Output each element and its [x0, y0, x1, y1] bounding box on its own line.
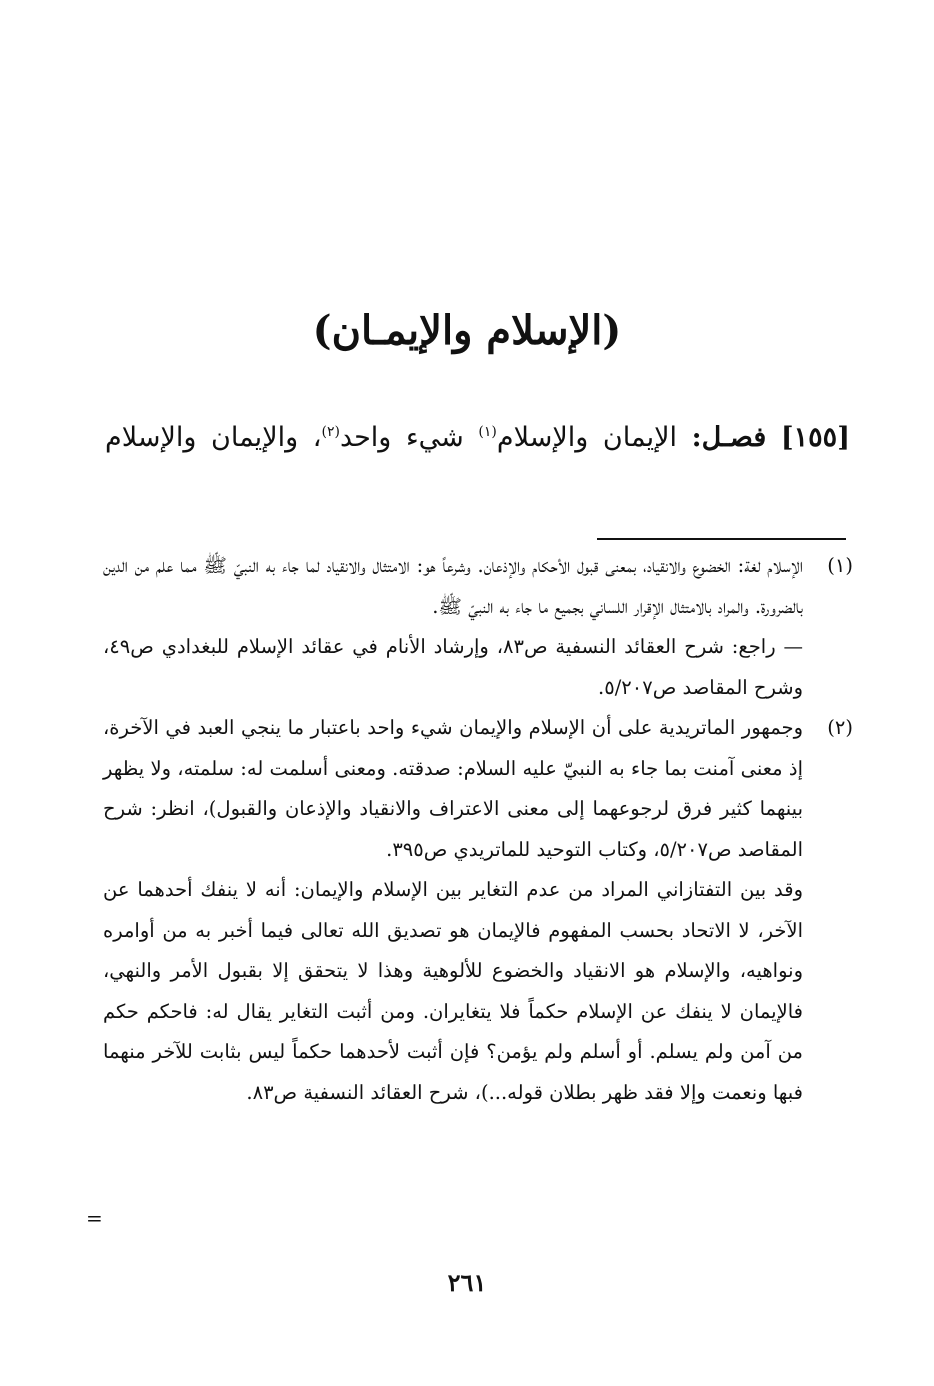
footnote-ref-2[interactable]: (٢): [321, 424, 340, 440]
chapter-title: (الإسلام والإيمـان): [312, 307, 622, 354]
footnote-paragraph: الإسلام لغة: الخضوع والانقياد، بمعنى قبول الأحكام والإذعان. وشرعاً هو: الامتثال والانقياد لما جاء به النبيّ ﷺ مما علم من الدين بالضرورة. والمراد بالامتثال الإقرار اللساني بجميع ما جاء به النبيّ ﷺ.: [103, 554, 803, 618]
section-text-part2: شيء واحد: [339, 422, 464, 453]
section-text-part1: الإيمان والإسلام: [496, 422, 677, 453]
footnote-ref-1[interactable]: (١): [478, 424, 497, 440]
section-number: [١٥٥]: [780, 422, 850, 453]
footnote-separator-rule: [597, 538, 846, 540]
footnote-marker: (٢): [827, 716, 853, 739]
section-heading-line: [105, 410, 850, 466]
page-number: ٢٦١: [447, 1268, 487, 1297]
section-label: فصـل:: [691, 422, 767, 453]
footnote-marker: (١): [827, 554, 853, 577]
footnotes-block: [103, 546, 853, 1113]
footnote-paragraph: وجمهور الماتريدية على أن الإسلام والإيمان شيء واحد باعتبار ما ينجي العبد في الآخرة، إذ معنى آمنت بما جاء به النبيّ عليه السلام: صدقته. ومعنى أسلمت له: سلمته، ولا يظهر بينهما كثير فرق لرجوعهما إلى معنى الاعتراف والانقياد والإذعان والقبول)، انظر: شرح المقاصد ص٥/٢٠٧، وكتاب التوحيد للماتريدي ص٣٩٥.: [103, 716, 803, 861]
footnote-paragraph: — راجع: شرح العقائد النسفية ص٨٣، وإرشاد الأنام في عقائد الإسلام للبغدادي ص٤٩، وشرح المقاصد ص٥/٢٠٧.: [103, 627, 803, 708]
footnote-2: [103, 708, 853, 1113]
continuation-mark: =: [86, 1206, 103, 1230]
section-text-part3: ، والإيمان والإسلام: [105, 422, 322, 453]
footnote-1: [103, 546, 853, 708]
footnote-paragraph: وقد بين التفتازاني المراد من عدم التغاير بين الإسلام والإيمان: أنه لا ينفك أحدهما عن الآخر، لا الاتحاد بحسب المفهوم فالإيمان هو تصديق الله تعالى فيما أخبر به من أوامره ونواهيه، والإسلام هو الانقياد والخضوع للألوهية وهذا لا يتحقق إلا بقبول الأمر والنهي، فالإيمان لا ينفك عن الإسلام حكماً فلا يتغايران. ومن أثبت التغاير يقال له: فاحكم حكم من آمن ولم يسلم. أو أسلم ولم يؤمن؟ فإن أثبت لأحدهما حكماً ليس بثابت للآخر منهما فبها ونعمت وإلا فقد ظهر بطلان قوله...)، شرح العقائد النسفية ص٨٣.: [103, 878, 803, 1104]
